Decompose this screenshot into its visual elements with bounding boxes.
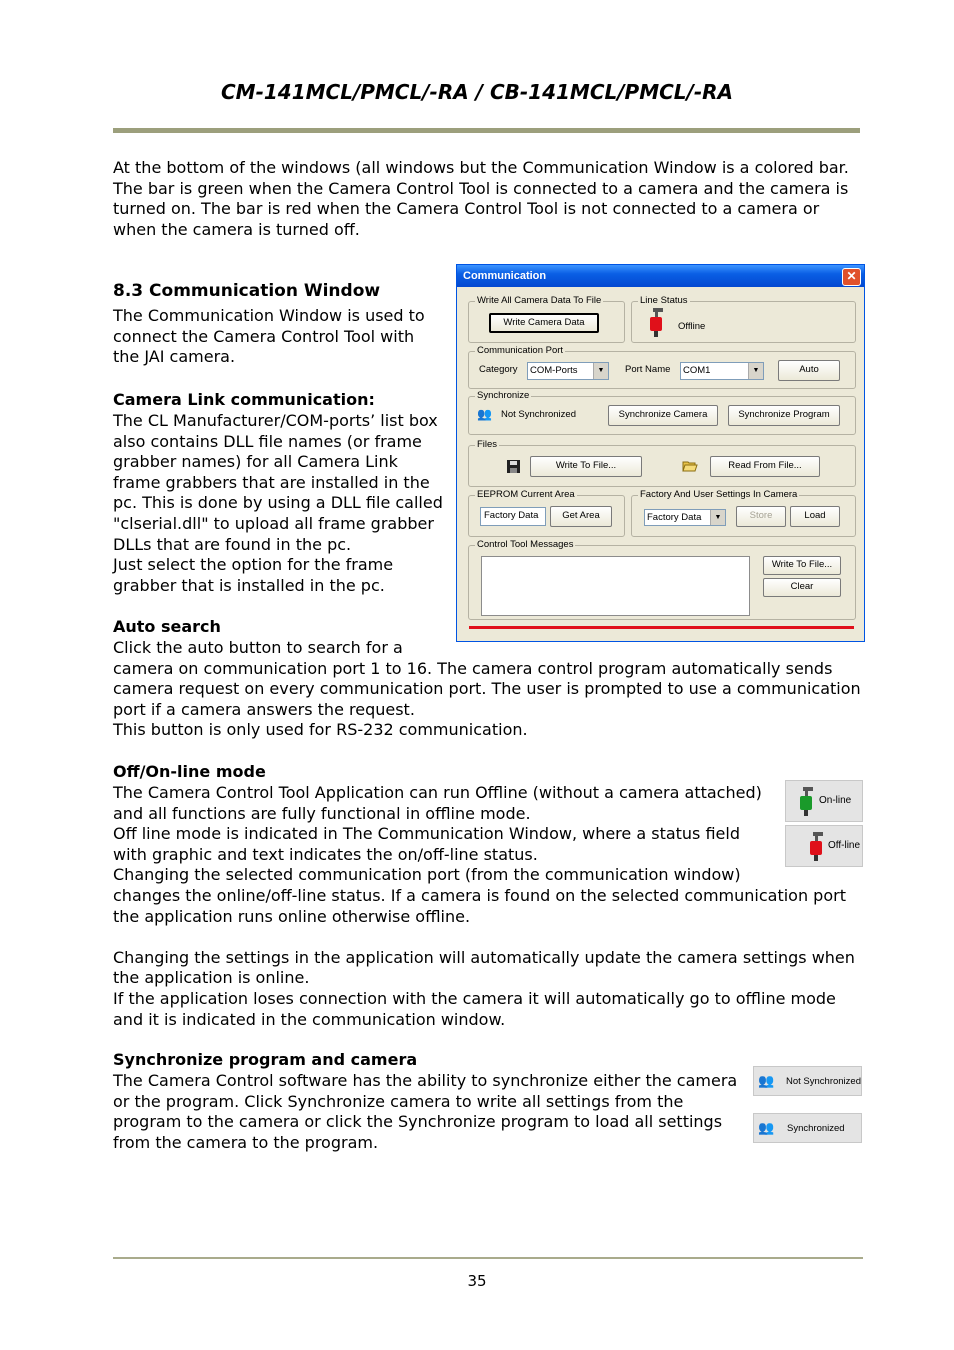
- offline-badge-label: Off-line: [828, 840, 861, 851]
- synchronize-program-button[interactable]: Synchronize Program: [728, 405, 840, 426]
- clear-button[interactable]: Clear: [763, 578, 841, 597]
- messages-write-to-file-button[interactable]: Write To File...: [763, 556, 841, 575]
- load-button[interactable]: Load: [790, 506, 840, 527]
- intro-line: The bar is green when the Camera Control Tool is connected to a camera and the camera is: [113, 178, 849, 198]
- synchronize-group-label: Synchronize: [477, 390, 530, 401]
- line-status-group-label: Line Status: [640, 295, 688, 306]
- offline-line: changes the online/off-line status. If a camera is found on the selected communication port: [113, 885, 846, 905]
- autosearch-line: This button is only used for RS-232 communication.: [113, 720, 528, 740]
- section-paragraph: [113, 306, 443, 368]
- write-camera-data-button[interactable]: Write Camera Data: [489, 313, 599, 333]
- communication-port-group-label: Communication Port: [477, 345, 564, 356]
- offline-badge: [785, 825, 863, 867]
- offline-line: and it is indicated in the communication window.: [113, 1009, 506, 1029]
- get-area-button[interactable]: Get Area: [550, 506, 612, 527]
- page-title: CM-141MCL/PMCL/-RA / CB-141MCL/PMCL/-RA: [220, 80, 734, 104]
- section-heading: 8.3 Communication Window: [113, 281, 381, 301]
- factory-settings-group: [631, 489, 856, 537]
- offline-line: The Camera Control Tool Application can run Offline (without a camera attached): [113, 783, 762, 802]
- cameralink-paragraph: [113, 411, 448, 596]
- intro-line: turned on. The bar is red when the Camera Control Tool is not connected to a camera or: [113, 199, 820, 219]
- sync-status-text: Not Synchronized: [501, 409, 576, 420]
- not-synchronized-label: Not Synchronized: [786, 1076, 861, 1087]
- offline-line: Off line mode is indicated in The Communication Window, where a status field: [113, 824, 740, 844]
- offline-paragraph: [113, 783, 873, 1030]
- sync-line: program to the camera or click the Synchronize program to load all settings: [113, 1112, 723, 1132]
- cameralink-line: DLLs that are found in the pc.: [113, 534, 352, 554]
- offline-line: and all functions are fully functional in offline mode.: [113, 803, 531, 823]
- category-value: COM-Ports: [530, 365, 578, 376]
- chevron-down-icon[interactable]: ▼: [710, 510, 725, 525]
- offline-line: the application runs online otherwise offline.: [113, 906, 471, 926]
- cameralink-line: Just select the option for the frame: [113, 555, 394, 575]
- footer-rule: [113, 1257, 863, 1259]
- factory-settings-value: Factory Data: [647, 512, 702, 523]
- autosearch-line: camera request on every communication port. The user is prompted to use a communication: [113, 679, 861, 699]
- offline-line: Changing the selected communication port (from the communication window): [113, 865, 741, 885]
- communication-port-group: [468, 345, 856, 389]
- line-status-text: Offline: [678, 321, 706, 332]
- intro-line: At the bottom of the windows (all windows but the Communication Window is a colored bar.: [113, 158, 849, 177]
- write-data-group: [468, 295, 625, 343]
- people-warning-icon: 👥: [758, 1073, 775, 1088]
- sync-line: from the camera to the program.: [113, 1132, 379, 1152]
- messages-group-label: Control Tool Messages: [477, 539, 574, 550]
- eeprom-group-label: EEPROM Current Area: [477, 489, 575, 500]
- sync-heading: Synchronize program and camera: [113, 1050, 418, 1069]
- chevron-down-icon[interactable]: ▼: [748, 363, 763, 379]
- eeprom-area-field: [480, 507, 546, 526]
- communication-window: [456, 264, 865, 642]
- plug-online-icon: [794, 787, 816, 817]
- line-status-group: [631, 295, 856, 343]
- header-rule: [113, 128, 860, 133]
- page-number: 35: [467, 1272, 487, 1290]
- window-title: Communication: [463, 270, 547, 282]
- eeprom-group: [468, 489, 625, 537]
- offline-line: with graphic and text indicates the on/off-line status.: [113, 844, 538, 864]
- cameralink-line: grabber names) for all Camera Link: [113, 452, 398, 472]
- autosearch-line: camera on communication port 1 to 16. The camera control program automatically sends: [113, 658, 833, 678]
- factory-settings-select[interactable]: [644, 509, 726, 526]
- autosearch-line: port if a camera answers the request.: [113, 699, 415, 719]
- save-icon: [507, 460, 520, 473]
- section-line: connect the Camera Control Tool with: [113, 326, 415, 346]
- sync-line: The Camera Control software has the ability to synchronize either the camera: [113, 1071, 738, 1090]
- close-icon[interactable]: ✕: [842, 268, 861, 286]
- write-to-file-button[interactable]: Write To File...: [530, 456, 642, 477]
- chevron-down-icon[interactable]: ▼: [593, 363, 608, 379]
- cameralink-line: frame grabbers that are installed in the: [113, 472, 430, 492]
- factory-settings-group-label: Factory And User Settings In Camera: [640, 489, 798, 500]
- open-folder-icon: [682, 459, 698, 472]
- cameralink-line: also contains DLL file names (or frame: [113, 431, 422, 451]
- window-titlebar[interactable]: [457, 265, 864, 287]
- status-bar-offline: [469, 626, 854, 629]
- synchronized-badge: [753, 1113, 862, 1143]
- files-group-label: Files: [477, 439, 498, 450]
- people-warning-icon: 👥: [477, 407, 492, 421]
- port-name-value: COM1: [683, 365, 711, 376]
- offline-line: Changing the settings in the application will automatically update the camera settings when: [113, 947, 855, 967]
- cameralink-line: "clserial.dll" to upload all frame grabber: [113, 513, 434, 533]
- plug-offline-icon: [804, 832, 826, 862]
- offline-line: the application is online.: [113, 968, 310, 988]
- intro-line: when the camera is turned off.: [113, 219, 360, 239]
- online-badge: [785, 780, 863, 822]
- cameralink-heading: Camera Link communication:: [113, 390, 375, 409]
- cameralink-line: The CL Manufacturer/COM-ports’ list box: [113, 411, 438, 430]
- messages-group: [468, 539, 856, 620]
- port-name-select[interactable]: [680, 362, 764, 380]
- synchronize-group: [468, 390, 856, 435]
- not-synchronized-badge: [753, 1066, 862, 1096]
- offline-heading: Off/On-line mode: [113, 762, 266, 781]
- cameralink-line: grabber that is installed in the pc.: [113, 575, 385, 595]
- port-name-label: Port Name: [625, 364, 671, 375]
- offline-line: If the application loses connection with the camera it will automatically go to offline mode: [113, 988, 836, 1008]
- synchronized-label: Synchronized: [787, 1123, 845, 1134]
- read-from-file-button[interactable]: Read From File...: [710, 456, 820, 477]
- sync-paragraph: [113, 1071, 753, 1153]
- auto-button[interactable]: Auto: [778, 360, 840, 381]
- eeprom-area-value: Factory Data: [484, 510, 539, 521]
- store-button[interactable]: Store: [736, 506, 786, 527]
- cameralink-line: pc. This is done by using a DLL file called: [113, 493, 443, 513]
- online-badge-label: On-line: [819, 795, 852, 806]
- autosearch-heading: Auto search: [113, 617, 221, 636]
- synchronize-camera-button[interactable]: Synchronize Camera: [608, 405, 718, 426]
- section-line: the JAI camera.: [113, 347, 236, 367]
- files-group: [468, 439, 856, 487]
- intro-paragraph: [113, 158, 873, 240]
- category-label: Category: [479, 364, 518, 375]
- category-select[interactable]: [527, 362, 609, 380]
- autosearch-paragraph: [113, 638, 873, 741]
- people-icon: 👥: [758, 1120, 775, 1135]
- autosearch-line: Click the auto button to search for a: [113, 638, 403, 657]
- write-data-group-label: Write All Camera Data To File: [477, 295, 602, 306]
- plug-offline-icon: [644, 308, 666, 338]
- sync-line: or the program. Click Synchronize camera to write all settings from the: [113, 1091, 684, 1111]
- section-line: The Communication Window is used to: [113, 306, 425, 325]
- messages-textarea[interactable]: [481, 556, 750, 616]
